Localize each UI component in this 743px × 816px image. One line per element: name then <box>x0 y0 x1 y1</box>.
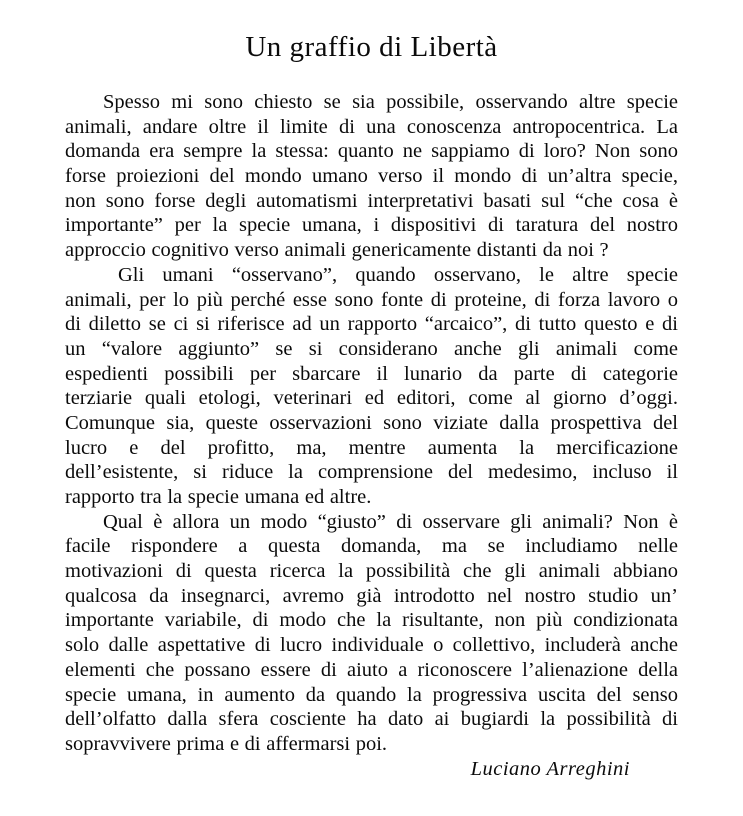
document-title: Un graffio di Libertà <box>245 31 498 63</box>
text-line: qualcosa da insegnarci, avremo già introdotto nel nostro studio un’ <box>65 584 678 607</box>
text-line: un “valore aggiunto” se si considerano anche gli animali come <box>65 337 678 360</box>
text-line: animali, andare oltre il limite di una conoscenza antropocentrica. La <box>65 115 678 138</box>
author-signature: Luciano Arreghini <box>470 757 630 780</box>
text-line: importante” per la specie umana, i dispositivi di taratura del nostro <box>65 214 678 237</box>
text-line: dell’olfatto dalla sfera cosciente ha dato ai bugiardi la possibilità di <box>65 708 678 731</box>
text-line: animali, per lo più perché esse sono fonte di proteine, di forza lavoro o <box>65 288 678 311</box>
text-line: motivazioni di questa ricerca la possibilità che gli animali abbiano <box>65 560 678 583</box>
text-line: Comunque sia, queste osservazioni sono viziate dalla prospettiva del <box>65 411 678 434</box>
text-line: domanda era sempre la stessa: quanto ne sappiamo di loro? Non sono <box>65 140 678 163</box>
text-line: terziarie quali etologi, veterinari ed editori, come al giorno d’oggi. <box>65 387 678 410</box>
paragraph-2 <box>65 263 678 510</box>
text-line: forse proiezioni del mondo umano verso il mondo di un’altra specie, <box>65 165 678 188</box>
text-line: approccio cognitivo verso animali genericamente distanti da noi ? <box>65 239 609 262</box>
text-line: importante variabile, di modo che la risultante, non più condizionata <box>65 609 678 632</box>
text-line: lucro e del profitto, ma, mentre aumenta la mercificazione <box>65 436 678 459</box>
text-line: solo dalle aspettative di lucro individuale o collettivo, includerà anche <box>65 634 678 657</box>
text-line: di diletto se ci si riferisce ad un rapporto “arcaico”, di tutto questo e di <box>65 313 678 336</box>
text-line: dell’esistente, si riduce la comprensione del medesimo, incluso il <box>65 461 678 484</box>
text-line: non sono forse degli automatismi interpretativi basati sul “che cosa è <box>65 189 678 212</box>
text-line: facile rispondere a questa domanda, ma se includiamo nelle <box>65 535 678 558</box>
text-line: elementi che possano essere di aiuto a riconoscere l’alienazione della <box>65 658 678 681</box>
text-line: specie umana, in aumento da quando la progressiva uscita del senso <box>65 683 678 706</box>
text-line: Gli umani “osservano”, quando osservano, le altre specie <box>118 263 678 286</box>
text-line: Spesso mi sono chiesto se sia possibile, osservando altre specie <box>103 91 678 113</box>
text-line: Qual è allora un modo “giusto” di osservare gli animali? Non è <box>103 510 678 533</box>
text-line: rapporto tra la specie umana ed altre. <box>65 486 372 508</box>
paragraph-3 <box>65 510 678 757</box>
text-line: espedienti possibili per sbarcare il lunario da parte di categorie <box>65 362 678 385</box>
paragraph-1 <box>65 90 678 263</box>
text-line: sopravvivere prima e di affermarsi poi. <box>65 732 388 755</box>
